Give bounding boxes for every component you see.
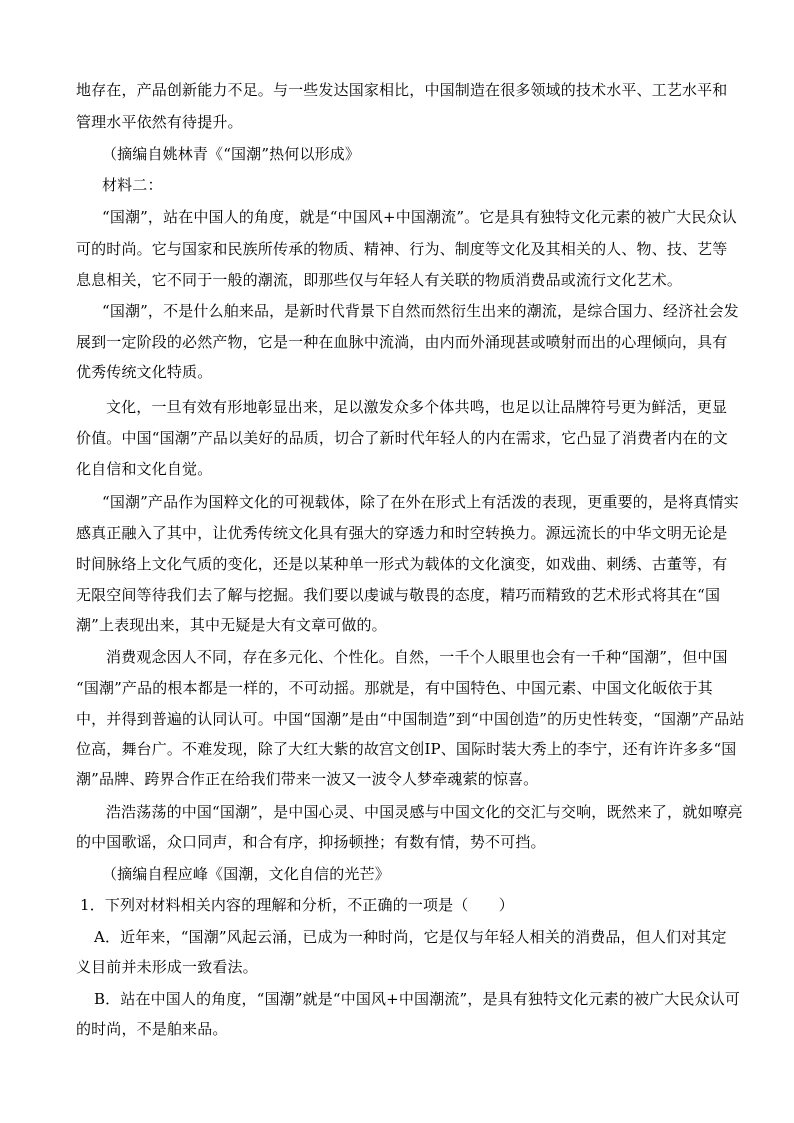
option-a: A．近年来，“国潮”风起云涌，已成为一种时尚，它是仅与年轻人相关的消费品，但人们对其定 xyxy=(94,928,727,946)
text-line: 管理水平依然有待提升。 xyxy=(76,113,243,131)
text-line: 时间脉络上文化气质的变化，还是以某种单一形式为载体的文化演变，如戏曲、刺绣、古董等，有 xyxy=(76,555,728,573)
text-line: 的中国歌谣，众口同声，和合有序，抑扬顿挫；有数有情，势不可挡。 xyxy=(76,833,546,851)
text-line: 中，并得到普遍的认同认可。中国“国潮”是由“中国制造”到“中国创造”的历史性转变，“国潮”产品站 xyxy=(76,710,745,728)
text-line: 可的时尚。它与国家和民族所传承的物质、精神、行为、制度等文化及其相关的人、物、技、艺等 xyxy=(76,240,728,258)
text-line: “国潮”产品作为国粹文化的可视载体，除了在外在形式上有活泼的表现，更重要的，是将真情实 xyxy=(102,493,739,511)
text-line: 潮”品牌、跨界合作正在给我们带来一波又一波令人梦牵魂萦的惊喜。 xyxy=(76,770,539,788)
text-line: 感真正融入了其中，让优秀传统文化具有强大的穿透力和时空转换力。源远流长的中华文明无论是 xyxy=(76,524,728,542)
text-line: 无限空间等待我们去了解与挖掘。我们要以虔诚与敬畏的态度，精巧而精致的艺术形式将其在“国 xyxy=(76,586,721,604)
section-heading: 材料二： xyxy=(102,176,163,194)
text-line: 化自信和文化自觉。 xyxy=(76,460,213,478)
text-line: 地存在，产品创新能力不足。与一些发达国家相比，中国制造在很多领域的技术水平、工艺水平和 xyxy=(76,81,728,99)
text-line: 价值。中国“国潮”产品以美好的品质，切合了新时代年轻人的内在需求，它凸显了消费者内在的文 xyxy=(76,429,728,447)
option-b-continued: 的时尚，不是舶来品。 xyxy=(76,1020,228,1038)
text-line: 浩浩荡荡的中国“国潮”，是中国心灵、中国灵感与中国文化的交汇与交响，既然来了，就如嘹亮 xyxy=(106,803,743,821)
text-line: “国潮”产品的根本都是一样的，不可动摇。那就是，有中国特色、中国元素、中国文化皈依于其 xyxy=(76,679,713,697)
text-line: 展到一定阶段的必然产物，它是一种在血脉中流淌，由内而外涌现甚或喷射而出的心理倾向，具有 xyxy=(76,333,728,351)
text-line: “国潮”，站在中国人的角度，就是“中国风+中国潮流”。它是具有独特文化元素的被广大民众认 xyxy=(102,208,737,226)
question-stem: 1．下列对材料相关内容的理解和分析，不正确的一项是（ ） xyxy=(80,896,514,914)
text-line: 文化，一旦有效有形地彰显出来，足以激发众多个体共鸣，也足以让品牌符号更为鲜活，更显 xyxy=(106,398,728,416)
text-line: 消费观念因人不同，存在多元化、个性化。自然，一千个人眼里也会有一千种“国潮”，但中国 xyxy=(106,648,728,666)
text-line: 优秀传统文化特质。 xyxy=(76,363,213,381)
source-citation: （摘编自程应峰《国潮，文化自信的光芒》 xyxy=(102,865,390,883)
option-b: B．站在中国人的角度，“国潮”就是“中国风+中国潮流”，是具有独特文化元素的被广大民众认可 xyxy=(94,990,741,1008)
text-line: “国潮”，不是什么舶来品，是新时代背景下自然而然衍生出来的潮流，是综合国力、经济社会发 xyxy=(102,302,739,320)
text-line: 息息相关，它不同于一般的潮流，即那些仅与年轻人有关联的物质消费品或流行文化艺术。 xyxy=(76,271,683,289)
text-line: 位高，舞台广。不难发现，除了大红大紫的故宫文创IP、国际时装大秀上的李宁，还有许许多多“国 xyxy=(76,740,737,758)
text-line: 潮”上表现出来，其中无疑是大有文章可做的。 xyxy=(76,616,387,634)
option-a-continued: 义目前并未形成一致看法。 xyxy=(76,958,258,976)
source-citation: （摘编自姚林青《“国潮”热何以形成》 xyxy=(102,145,361,163)
